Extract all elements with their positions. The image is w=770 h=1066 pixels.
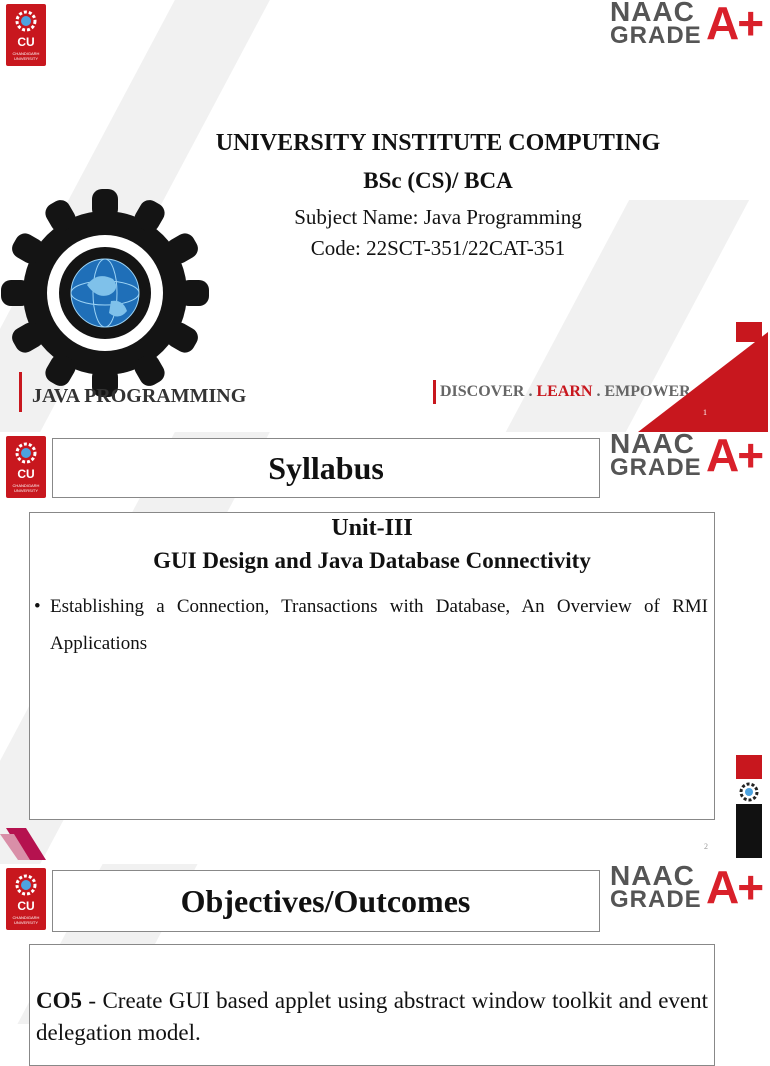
grade-text: GRADE	[610, 454, 702, 481]
slide-title-box	[52, 438, 600, 498]
cu-subtext: CHANDIGARH UNIVERSITY	[12, 915, 40, 925]
cu-text: CU	[17, 899, 35, 913]
gear-icon	[13, 8, 39, 34]
grade-value: A+	[706, 0, 763, 49]
cu-text: CU	[17, 467, 35, 481]
page-number: 2	[704, 842, 708, 851]
black-block-decor	[736, 804, 762, 858]
corner-decor	[0, 826, 48, 866]
grade-value: A+	[706, 861, 763, 913]
gear-icon	[13, 872, 39, 898]
naac-text: NAAC	[610, 428, 695, 459]
cu-text: CU	[17, 35, 35, 49]
footer-title-bar	[19, 372, 22, 412]
co-label: CO5	[36, 988, 82, 1013]
naac-logo	[610, 2, 770, 50]
program-name: BSc (CS)/ BCA	[363, 168, 513, 193]
bullet-dot: •	[34, 596, 41, 617]
tagline-empower: . EMPOWER	[596, 383, 691, 400]
tagline-learn: LEARN	[536, 383, 593, 400]
red-triangle-decor	[638, 332, 768, 432]
unit-heading: Unit-III	[331, 515, 413, 541]
page-number: 1	[703, 408, 707, 417]
institute-name: UNIVERSITY INSTITUTE COMPUTING	[215, 130, 661, 156]
naac-logo	[610, 428, 770, 482]
syllabus-slide	[0, 428, 768, 864]
gear-icon	[738, 781, 760, 803]
gear-emblem-icon	[0, 188, 210, 398]
red-block-decor	[736, 755, 762, 779]
tagline-discover: DISCOVER .	[440, 383, 533, 400]
content-box	[29, 512, 715, 820]
footer-title: JAVA PROGRAMMING	[32, 385, 247, 407]
slide-title: Objectives/Outcomes	[180, 883, 471, 919]
cu-subtext: CHANDIGARH UNIVERSITY	[12, 51, 40, 61]
slide-title-box	[52, 870, 600, 932]
mini-cu-logo	[736, 781, 762, 803]
co-text: - Create GUI based applet using abstract window toolkit and event delegation model.	[36, 988, 709, 1045]
content-box	[29, 944, 715, 1066]
course-outcome	[36, 985, 708, 1049]
subject-code: Code: 22SCT-351/22CAT-351	[310, 236, 566, 260]
cu-logo	[6, 868, 46, 930]
unit-title: GUI Design and Java Database Connectivity	[153, 548, 591, 573]
bullet-text: Establishing a Connection, Transactions with Database, An Overview of RMI Applications	[50, 596, 708, 654]
grade-value: A+	[706, 429, 763, 481]
cu-logo	[6, 436, 46, 498]
objectives-slide	[0, 860, 768, 1045]
grade-text: GRADE	[610, 22, 702, 49]
naac-text: NAAC	[610, 0, 695, 27]
subject-name: Subject Name: Java Programming	[294, 205, 582, 229]
slide-title: Syllabus	[268, 450, 384, 486]
tagline-bar	[433, 380, 436, 404]
cu-subtext: CHANDIGARH UNIVERSITY	[12, 483, 40, 493]
grade-text: GRADE	[610, 886, 702, 913]
title-slide	[0, 0, 768, 432]
cu-logo	[6, 4, 46, 66]
bullet-item	[34, 588, 708, 662]
naac-text: NAAC	[610, 860, 695, 891]
gear-icon	[13, 440, 39, 466]
naac-logo	[610, 860, 770, 914]
